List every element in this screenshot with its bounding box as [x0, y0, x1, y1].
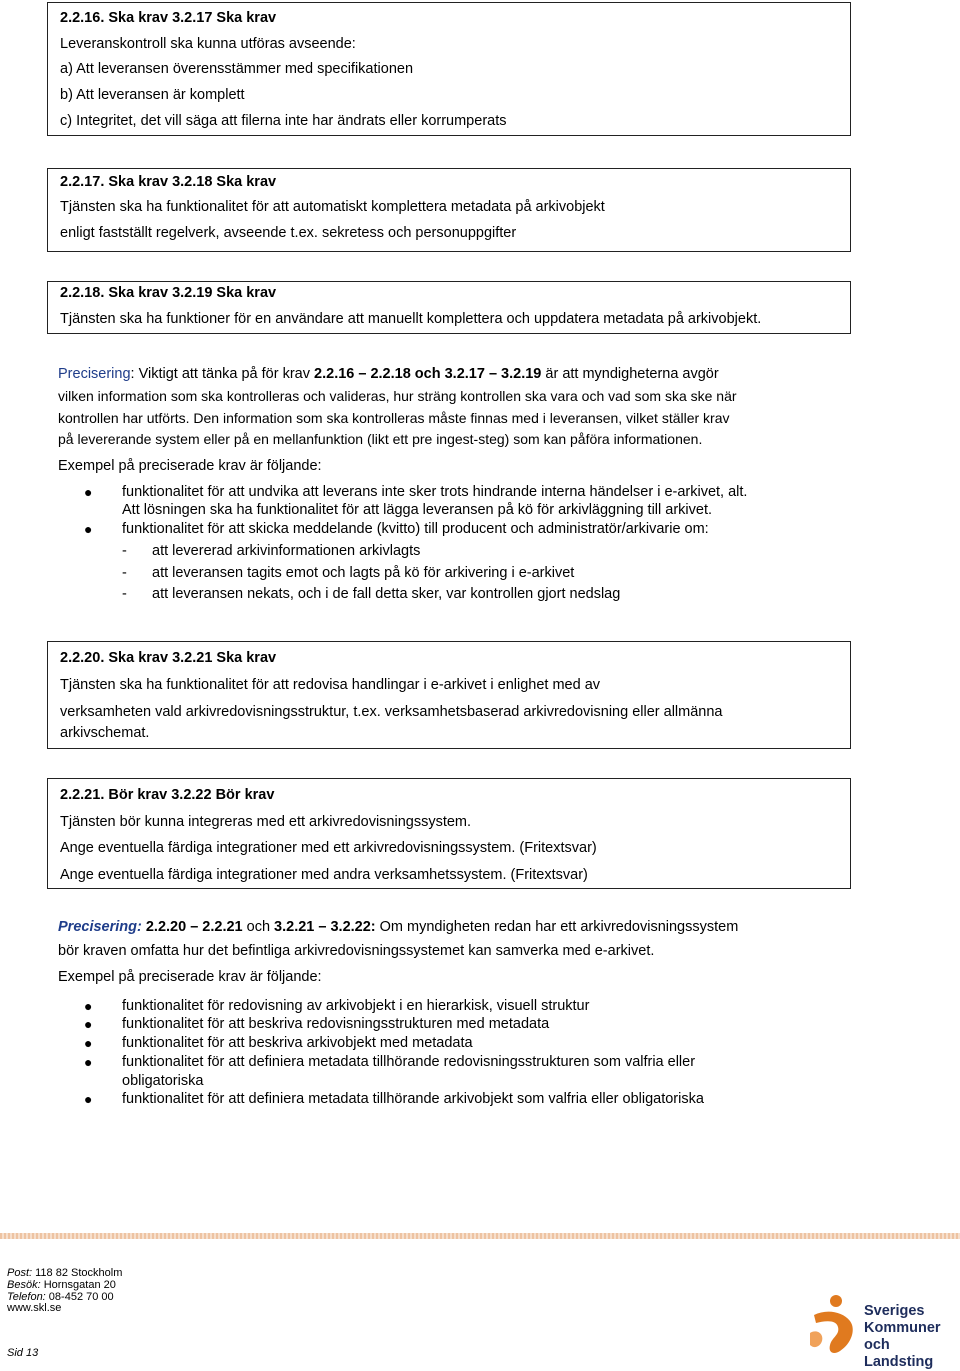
requirement-heading: 2.2.16. Ska krav 3.2.17 Ska krav [60, 10, 277, 26]
requirement-text: Tjänsten bör kunna integreras med ett arkivredovisningssystem. [60, 814, 472, 830]
dash-marker: - [122, 586, 127, 602]
requirement-text: Leveranskontroll ska kunna utföras avseende: [60, 36, 356, 52]
requirement-text: arkivschemat. [60, 725, 150, 741]
precisering-intro [58, 919, 738, 935]
bullet-icon: ● [84, 998, 93, 1014]
list-item: funktionalitet för redovisning av arkivobjekt i en hierarkisk, visuell struktur [122, 998, 590, 1014]
bullet-icon: ● [84, 1035, 93, 1051]
requirement-box-5 [47, 778, 851, 889]
footer-post [7, 1267, 122, 1279]
list-item: att levererad arkivinformationen arkivlagts [152, 543, 421, 559]
precisering-text: är att myndigheterna avgör [541, 366, 719, 382]
precisering-ref: 3.2.21 – 3.2.22: [274, 919, 376, 935]
bullet-icon: ● [84, 521, 93, 537]
list-item: funktionalitet för att undvika att leverans inte sker trots hindrande interna händelser i e-arkivet, alt. [122, 484, 748, 500]
footer-divider [0, 1233, 960, 1239]
requirement-box-2 [47, 168, 851, 252]
requirement-heading: 2.2.20. Ska krav 3.2.21 Ska krav [60, 650, 277, 666]
footer-label: Post: [7, 1267, 33, 1279]
requirement-text: Tjänsten ska ha funktioner för en användare att manuellt komplettera och uppdatera metadata på arkivobjekt. [60, 311, 762, 327]
example-heading: Exempel på preciserade krav är följande: [58, 458, 322, 474]
precisering-text: och [242, 919, 275, 935]
footer-label: Telefon: [7, 1291, 46, 1303]
bullet-icon: ● [84, 484, 93, 500]
list-item: Att lösningen ska ha funktionalitet för att lägga leveransen på kö för arkivläggning till arkivet. [122, 502, 713, 518]
requirement-heading: 2.2.17. Ska krav 3.2.18 Ska krav [60, 174, 277, 190]
page-number: Sid 13 [7, 1347, 39, 1359]
logo-text-line: Sveriges [864, 1303, 925, 1319]
list-item: funktionalitet för att beskriva arkivobjekt med metadata [122, 1035, 473, 1051]
precisering-text: på levererande system eller på en mellanfunktion (likt ett pre ingest-steg) som kan påföra informationen. [58, 431, 703, 447]
requirement-text: Tjänsten ska ha funktionalitet för att redovisa handlingar i e-arkivet i enlighet med av [60, 677, 601, 693]
requirement-heading: 2.2.18. Ska krav 3.2.19 Ska krav [60, 285, 277, 301]
precisering-text: vilken information som ska kontrolleras och valideras, hur sträng kontrollen ska vara och vad som ska ske när [58, 388, 737, 404]
precisering-ref: 2.2.20 – 2.2.21 [141, 919, 243, 935]
precisering-text: bör kraven omfatta hur det befintliga arkivredovisningssystemet kan samverka med e-arkivet. [58, 943, 655, 959]
precisering-label: Precisering: [58, 919, 142, 935]
requirement-heading: 2.2.21. Bör krav 3.2.22 Bör krav [60, 787, 275, 803]
footer-value: 08-452 70 00 [45, 1291, 114, 1303]
requirement-text: a) Att leveransen överensstämmer med specifikationen [60, 61, 414, 77]
list-item: funktionalitet för att skicka meddelande (kvitto) till producent och administratör/arkivarie om: [122, 521, 709, 537]
requirement-text: Ange eventuella färdiga integrationer med ett arkivredovisningssystem. (Fritextsvar) [60, 840, 597, 856]
bullet-icon: ● [84, 1054, 93, 1070]
list-item: obligatoriska [122, 1073, 204, 1089]
requirement-box-4 [47, 641, 851, 749]
requirement-box-1 [47, 2, 851, 136]
precisering-ref: 2.2.16 – 2.2.18 och 3.2.17 – 3.2.19 [314, 366, 542, 382]
dash-marker: - [122, 565, 127, 581]
bullet-icon: ● [84, 1091, 93, 1107]
requirement-box-3 [47, 281, 851, 334]
precisering-text: kontrollen har utförts. Den information som ska kontrolleras måste finnas med i leveransen, vilket ställer krav [58, 410, 730, 426]
footer-value: 118 82 Stockholm [32, 1267, 123, 1279]
footer-visit [7, 1279, 116, 1291]
logo-text-line: och Landsting [864, 1337, 934, 1370]
list-item: funktionalitet för att definiera metadata tillhörande arkivobjekt som valfria eller obligatoriska [122, 1091, 704, 1107]
dash-marker: - [122, 543, 127, 559]
example-heading: Exempel på preciserade krav är följande: [58, 969, 322, 985]
footer-label: Besök: [7, 1279, 41, 1291]
list-item: funktionalitet för att beskriva redovisningsstrukturen med metadata [122, 1016, 550, 1032]
requirement-text: b) Att leveransen är komplett [60, 87, 245, 103]
requirement-text: c) Integritet, det vill säga att filerna inte har ändrats eller korrumperats [60, 113, 507, 129]
requirement-text: verksamheten vald arkivredovisningsstruktur, t.ex. verksamhetsbaserad arkivredovisning eller allmänna [60, 704, 723, 720]
footer-web-link[interactable]: www.skl.se [7, 1302, 62, 1314]
footer-value: Hornsgatan 20 [40, 1279, 116, 1291]
list-item: att leveransen nekats, och i de fall detta sker, var kontrollen gjort nedslag [152, 586, 621, 602]
list-item: att leveransen tagits emot och lagts på kö för arkivering i e-arkivet [152, 565, 575, 581]
requirement-text: Tjänsten ska ha funktionalitet för att automatiskt komplettera metadata på arkivobjekt [60, 199, 605, 215]
precisering-text: Viktigt att tänka på för krav [134, 366, 315, 382]
precisering-intro [58, 366, 719, 382]
skl-logo-icon [806, 1293, 862, 1357]
list-item: funktionalitet för att definiera metadata tillhörande redovisningsstrukturen som valfria eller [122, 1054, 696, 1070]
requirement-text: enligt fastställt regelverk, avseende t.ex. sekretess och personuppgifter [60, 225, 517, 241]
precisering-label: Precisering [58, 366, 131, 382]
logo-text-line: Kommuner [864, 1320, 941, 1336]
requirement-text: Ange eventuella färdiga integrationer med andra verksamhetssystem. (Fritextsvar) [60, 867, 588, 883]
precisering-text: Om myndigheten redan har ett arkivredovisningssystem [375, 919, 739, 935]
bullet-icon: ● [84, 1016, 93, 1032]
precisering-colon: : [130, 366, 135, 382]
